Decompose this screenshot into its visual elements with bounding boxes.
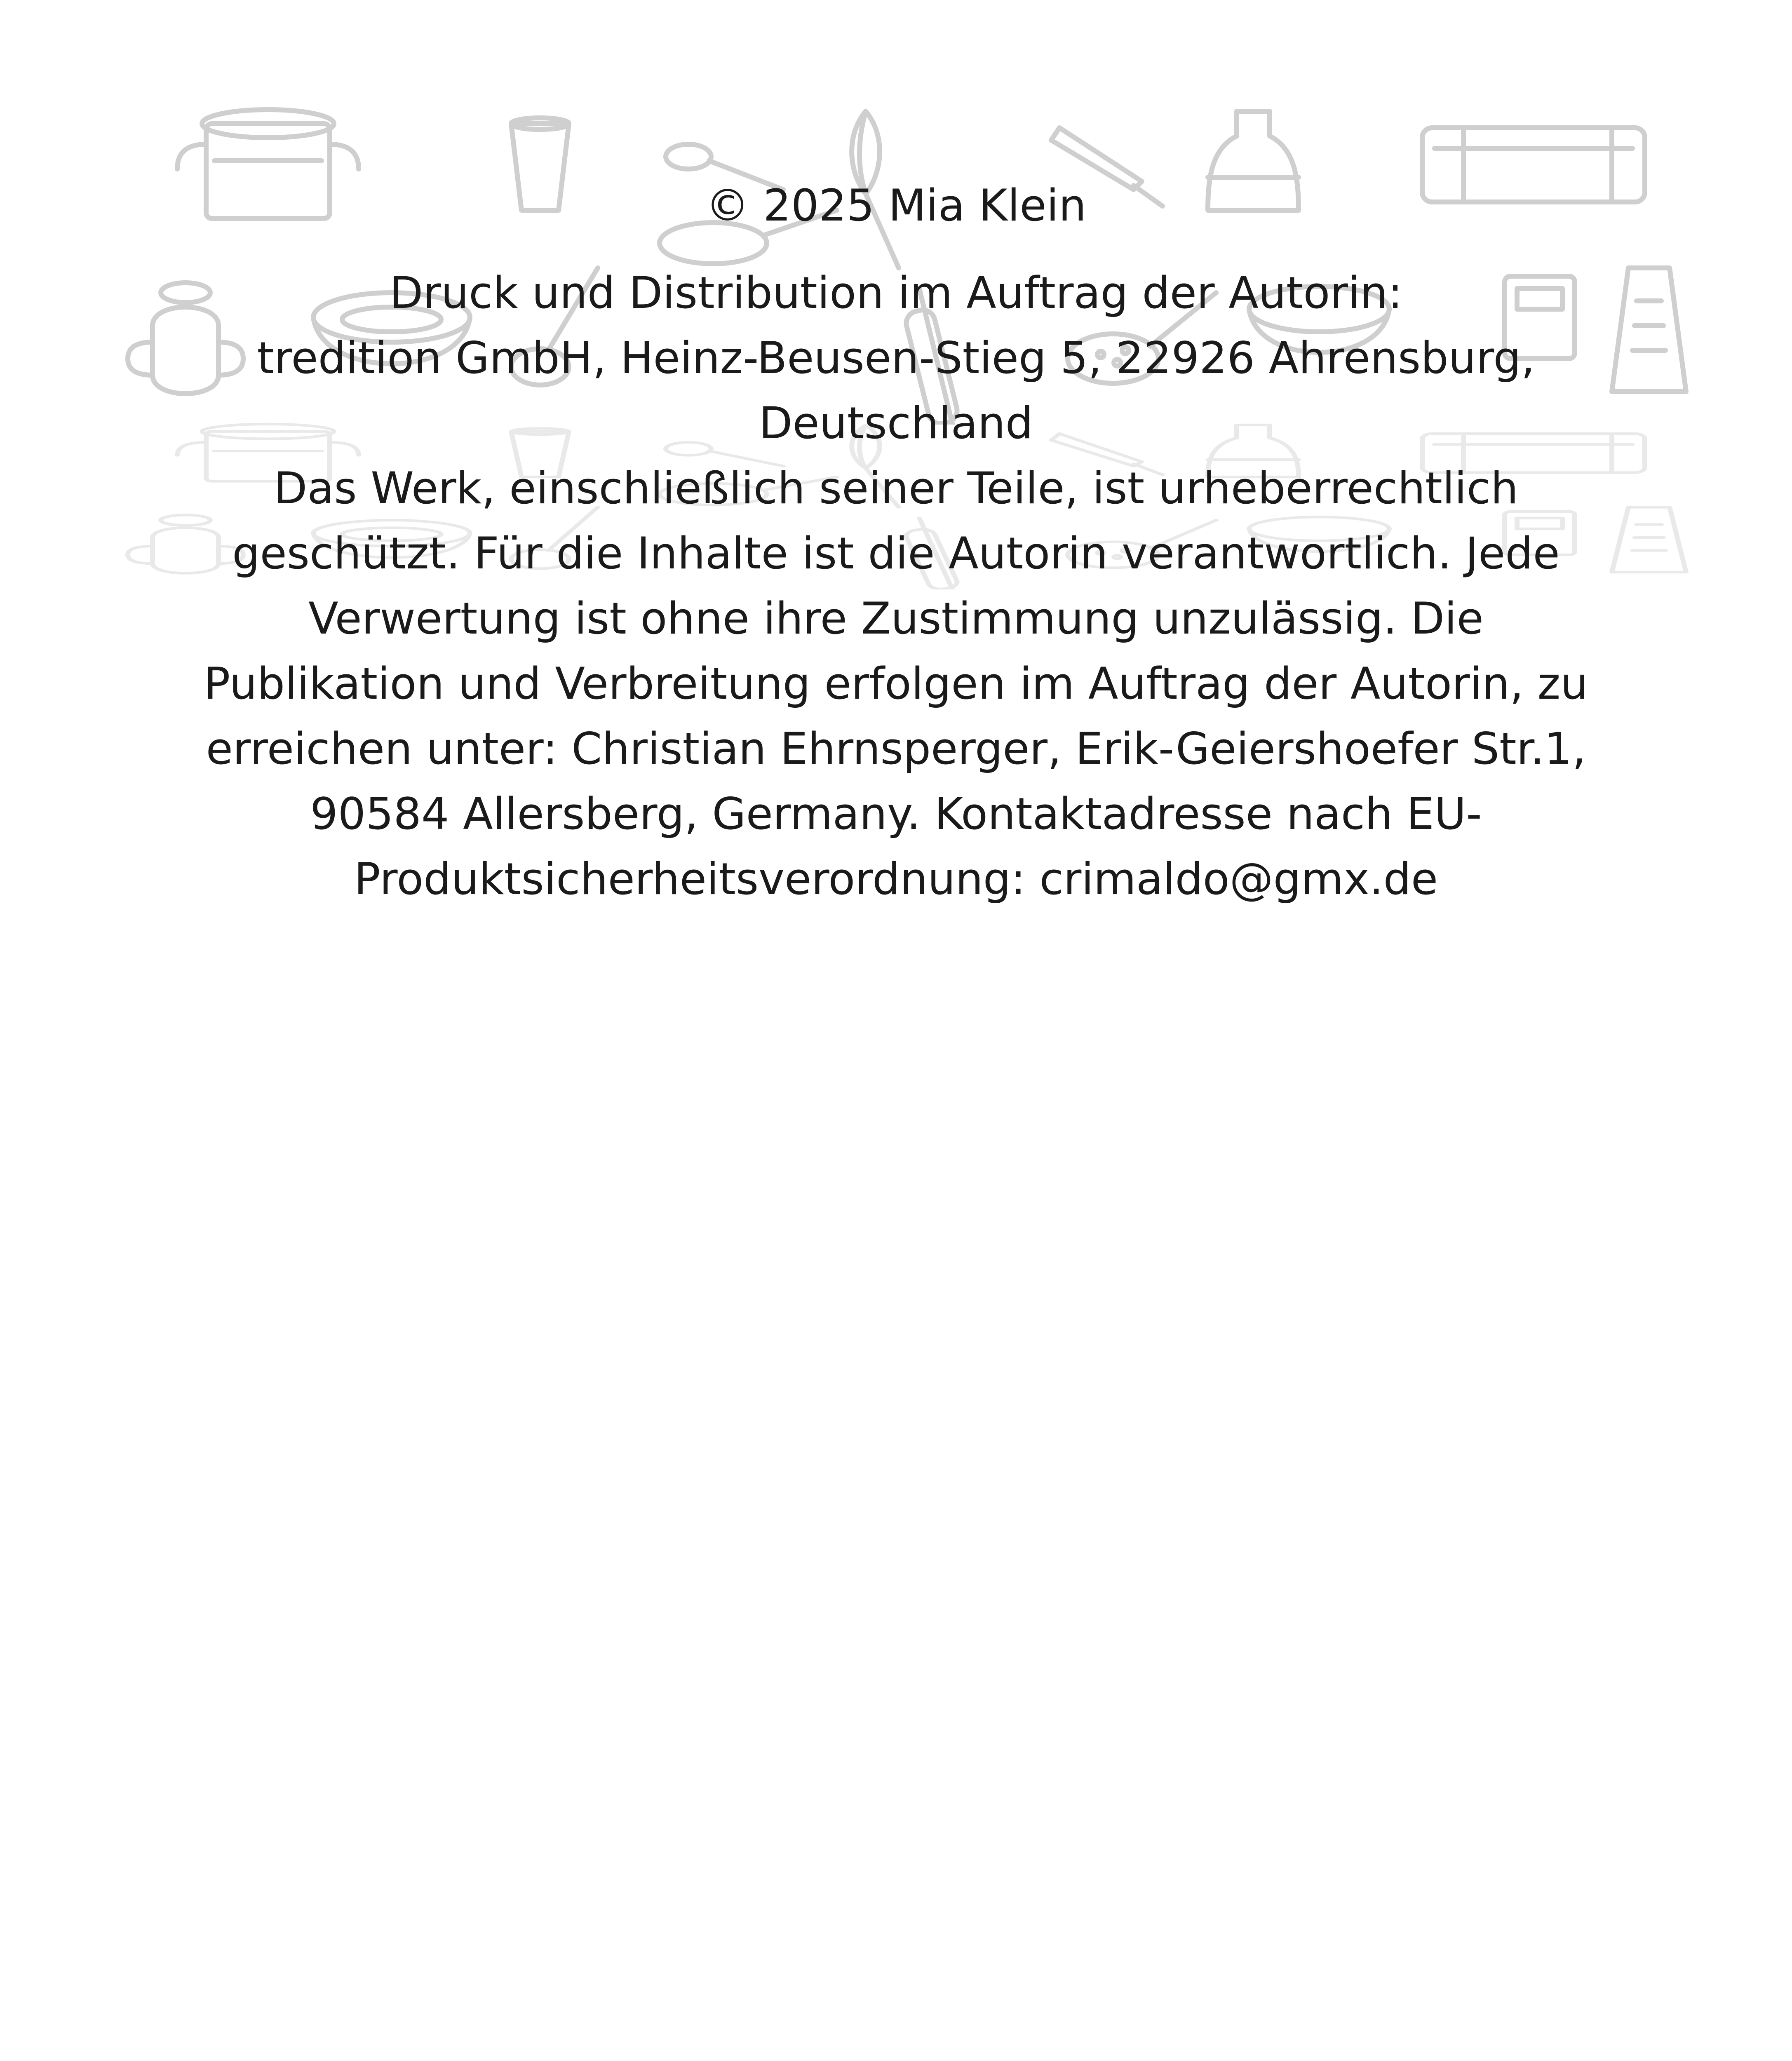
publisher-address: tredition GmbH, Heinz-Beusen-Stieg 5, 22926 Ahrensburg, Deutschland [257,333,1535,448]
imprint-text [198,173,1594,912]
copyright-notice: © 2025 Mia Klein [705,180,1087,231]
legal-notice-paragraph: Das Werk, einschließlich seiner Teile, ist urheberrechtlich geschützt. Für die Inhalte ist die Autorin verantwortlich. Jede Verwertung ist ohne ihre Zustimmung unzulässig. Die Publikation und Verbreitung erfolgen im Auftrag der Autorin, zu erreichen unter: Christian Ehrnsperger, Erik-Geiershoefer Str.1, 90584 Allersberg, Germany. Kontaktadresse nach EU-Produktsicherheitsverordnung: crimaldo@gmx.de [204,463,1588,904]
print-distribution-line: Druck und Distribution im Auftrag der Autorin: [389,268,1403,318]
